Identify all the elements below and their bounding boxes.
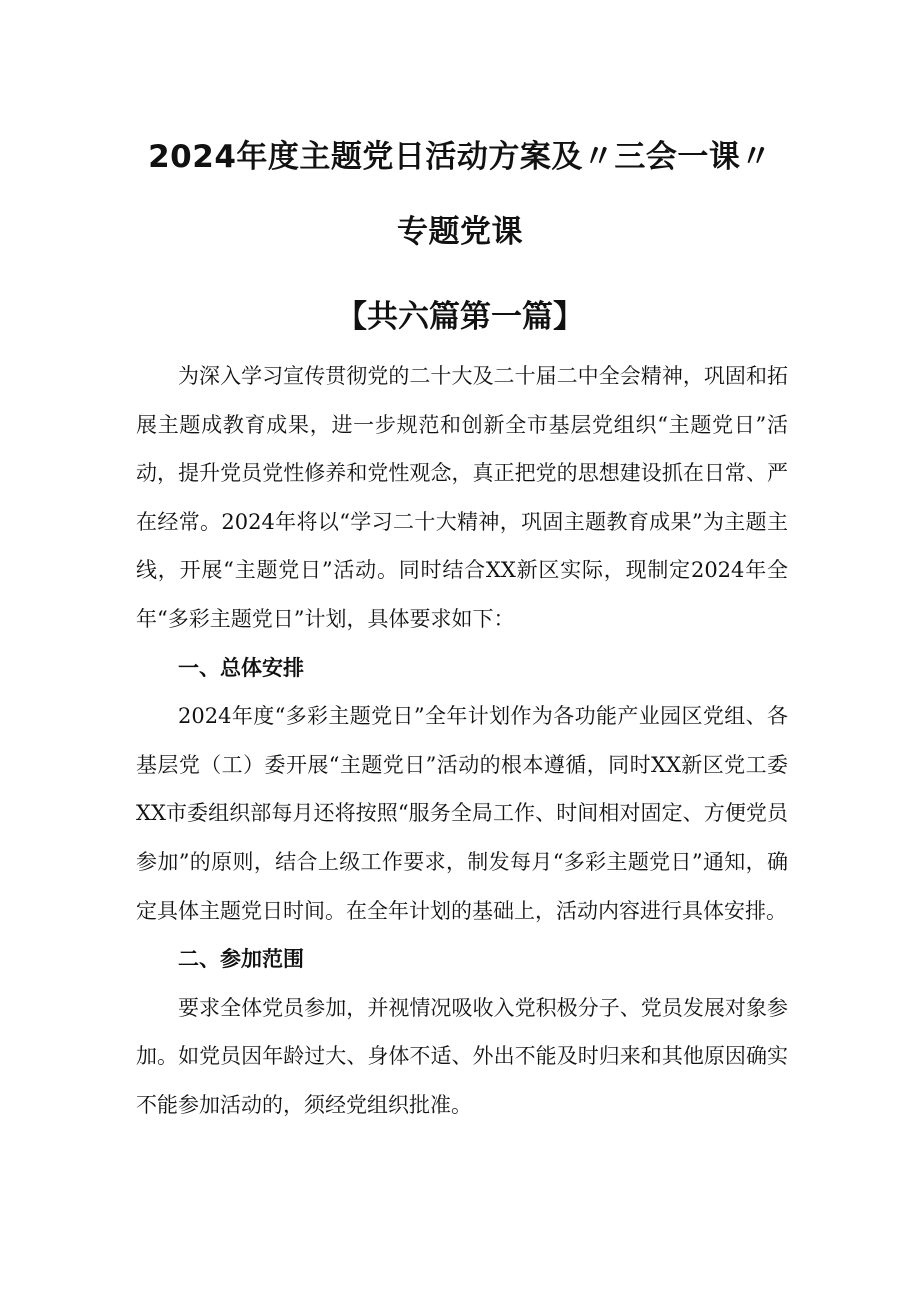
document-title-line-2: 专题党课 bbox=[397, 214, 523, 250]
document-subtitle: 【共六篇第一篇】 bbox=[336, 299, 584, 335]
document-title-line-1: 2024年度主题党日活动方案及〃三会一课〃 bbox=[148, 139, 772, 175]
intro-paragraph: 为深入学习宣传贯彻党的二十大及二十届二中全会精神，巩固和拓展主题成教育成果，进一步规范和创新全市基层党组织“主题党日”活动，提升党员党性修养和党性观念，真正把党的思想建设抓在日常、严在经常。2024年将以“学习二十大精神，巩固主题教育成果”为主题主线，开展“主题党日”活动。同时结合XX新区实际，现制定2024年全年“多彩主题党日”计划，具体要求如下： bbox=[136, 364, 788, 631]
section-2-heading: 二、参加范围 bbox=[178, 947, 304, 972]
section-1-paragraph: 2024年度“多彩主题党日”全年计划作为各功能产业园区党组、各基层党（工）委开展“主题党日”活动的根本遵循，同时XX新区党工委XX市委组织部每月还将按照“服务全局工作、时间相对固定、方便党员参加”的原则，结合上级工作要求，制发每月“多彩主题党日”通知，确定具体主题党日时间。在全年计划的基础上，活动内容进行具体安排。 bbox=[136, 704, 788, 923]
section-1-heading: 一、总体安排 bbox=[178, 655, 304, 680]
document-body bbox=[136, 352, 788, 1130]
section-2-paragraph: 要求全体党员参加，并视情况吸收入党积极分子、党员发展对象参加。如党员因年龄过大、身体不适、外出不能及时归来和其他原因确实不能参加活动的，须经党组织批准。 bbox=[136, 995, 788, 1117]
